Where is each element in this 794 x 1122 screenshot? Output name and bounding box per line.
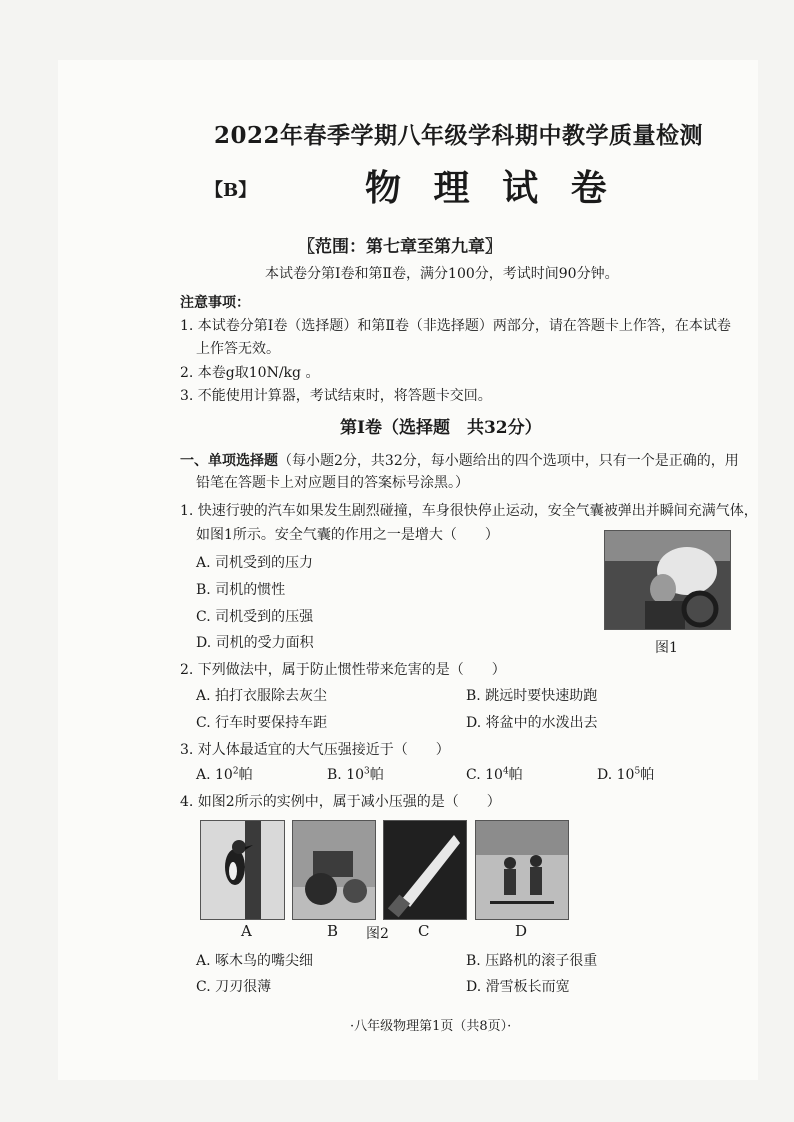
q2-option-c: C. 行车时要保持车距 <box>196 715 328 731</box>
roller-photo <box>292 820 376 920</box>
section-title: 第Ⅰ卷（选择题 共32分） <box>340 418 542 438</box>
woodpecker-photo <box>200 820 285 920</box>
q3-option-a: A. $10^2$帕 <box>196 766 253 783</box>
section-heading-bold: 一、单项选择题 <box>180 453 278 469</box>
q1-option-d: D. 司机的受力面积 <box>196 635 314 651</box>
q4-option-b: B. 压路机的滚子很重 <box>466 953 598 969</box>
fig2-label-a: A <box>241 922 252 940</box>
q3-option-b: B. $10^3$帕 <box>327 766 384 783</box>
q3-stem: 3. 对人体最适宜的大气压强接近于（ ） <box>180 742 450 758</box>
q4-stem: 4. 如图2所示的实例中，属于减小压强的是（ ） <box>180 794 501 810</box>
figure2-label: 图2 <box>366 926 389 942</box>
q1-line2: 如图1所示。安全气囊的作用之一是增大（ ） <box>196 527 499 543</box>
airbag-photo <box>604 530 731 630</box>
notice-item-3: 3. 不能使用计算器，考试结束时，将答题卡交回。 <box>180 388 492 404</box>
notice-heading: 注意事项： <box>180 295 250 311</box>
fig2-label-b: B <box>327 922 339 940</box>
q2-option-d: D. 将盆中的水泼出去 <box>466 715 598 731</box>
q4-option-d: D. 滑雪板长而宽 <box>466 979 570 995</box>
q3-option-c: C. $10^4$帕 <box>466 766 523 783</box>
fig2-label-c: C <box>418 922 430 940</box>
exam-intro: 本试卷分第Ⅰ卷和第Ⅱ卷，满分100分，考试时间90分钟。 <box>265 266 619 282</box>
airbag-illustration <box>605 531 730 629</box>
notice-item-1-cont: 上作答无效。 <box>196 341 280 357</box>
q1-option-c: C. 司机受到的压强 <box>196 609 314 625</box>
knife-photo <box>383 820 467 920</box>
version-badge: 【B】 <box>205 180 257 201</box>
notice-item-2: 2. 本卷g取10N/kg 。 <box>180 365 320 381</box>
woodpecker-illustration <box>201 821 284 919</box>
q4-option-c: C. 刀刃很薄 <box>196 979 272 995</box>
section-heading-rest: （每小题2分，共32分，每小题给出的四个选项中，只有一个是正确的，用 <box>278 453 739 469</box>
q1-option-a: A. 司机受到的压力 <box>196 555 314 571</box>
figure1-label: 图1 <box>655 640 678 656</box>
skiing-illustration <box>476 821 568 919</box>
q1-line1: 1. 快速行驶的汽车如果发生剧烈碰撞，车身很快停止运动，安全气囊被弹出并瞬间充满气体， <box>180 503 758 519</box>
notice-item-1: 1. 本试卷分第Ⅰ卷（选择题）和第Ⅱ卷（非选择题）两部分，请在答题卡上作答，在本试卷 <box>180 318 731 334</box>
exam-range: 〖范围：第七章至第九章〗 <box>298 237 502 257</box>
road-roller-illustration <box>293 821 375 919</box>
q2-option-a: A. 拍打衣服除去灰尘 <box>196 688 328 704</box>
subject-title: 物 理 试 卷 <box>365 167 617 209</box>
knife-illustration <box>384 821 466 919</box>
exam-title: 2022年春季学期八年级学科期中教学质量检测 <box>214 122 704 149</box>
q2-option-b: B. 跳远时要快速助跑 <box>466 688 598 704</box>
section-heading-line2: 铅笔在答题卡上对应题目的答案标号涂黑。） <box>196 475 469 491</box>
page-footer: ·八年级物理第1页（共8页）· <box>350 1019 512 1034</box>
ski-photo <box>475 820 569 920</box>
q4-option-a: A. 啄木鸟的嘴尖细 <box>196 953 314 969</box>
section-heading <box>180 450 739 470</box>
q2-stem: 2. 下列做法中，属于防止惯性带来危害的是（ ） <box>180 662 506 678</box>
q3-option-d: D. $10^5$帕 <box>597 766 655 783</box>
q1-option-b: B. 司机的惯性 <box>196 582 286 598</box>
fig2-label-d: D <box>515 922 528 940</box>
